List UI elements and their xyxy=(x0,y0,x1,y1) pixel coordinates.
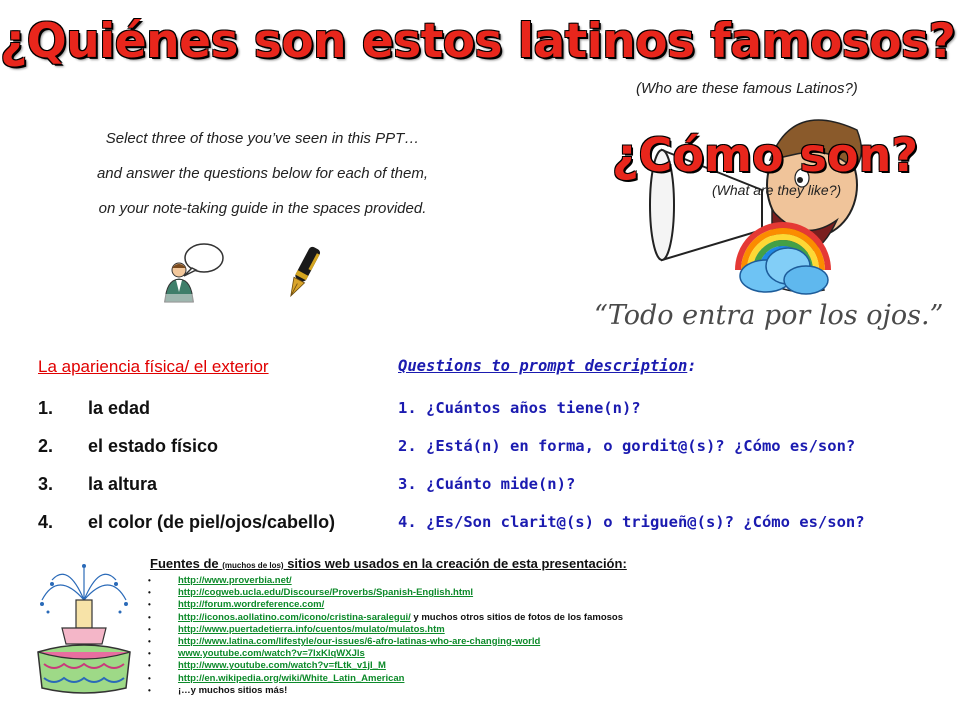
rainbow-cloud-illustration xyxy=(726,200,838,300)
question-item: 1. ¿Cuántos años tiene(n)? xyxy=(398,399,641,417)
source-item: • http://www.puertadetierra.info/cuentos/mulato/mulatos.htm xyxy=(148,623,445,635)
page-title: ¿Quiénes son estos latinos famosos? xyxy=(0,14,956,69)
question-item: 4. ¿Es/Son clarit@(s) o trigueñ@(s)? ¿Cómo es/son? xyxy=(398,513,865,531)
fountain-pen-icon xyxy=(282,243,324,303)
physical-appearance-heading: La apariencia física/ el exterior xyxy=(38,357,269,376)
source-link[interactable]: http://www.proverbia.net/ xyxy=(178,575,292,586)
questions-heading: Questions to prompt description: xyxy=(398,357,697,375)
instruction-line-2: and answer the questions below for each of them, xyxy=(96,165,429,182)
person-speech-icon xyxy=(162,240,224,304)
title-translation: (Who are these famous Latinos?) xyxy=(636,80,858,97)
source-item: • http://www.youtube.com/watch?v=fLtk_v1jI_M xyxy=(148,660,386,672)
source-link[interactable]: http://www.latina.com/lifestyle/our-issues/6-afro-latinas-who-are-changing-world xyxy=(178,635,541,647)
appearance-item: 2. el estado físico xyxy=(38,436,219,456)
source-link[interactable]: http://iconos.aollatino.com/icono/cristina-saralegui/ xyxy=(178,611,411,623)
source-link[interactable]: http://cogweb.ucla.edu/Discourse/Proverbs/Spanish-English.html xyxy=(178,587,474,599)
source-link[interactable]: http://en.wikipedia.org/wiki/White_Latin_American xyxy=(178,672,405,684)
proverb-quote: “Todo entra por los ojos.” xyxy=(594,300,944,331)
source-link[interactable]: http://www.youtube.com/watch?v=fLtk_v1jI_M xyxy=(178,660,386,672)
source-item: • http://www.proverbia.net/ xyxy=(148,575,292,586)
appearance-item: 1. la edad xyxy=(38,398,151,418)
source-item: • http://www.latina.com/lifestyle/our-issues/6-afro-latinas-who-are-changing-world xyxy=(148,635,541,647)
sources-heading: Fuentes de (muchos de los) sitios web usados en la creación de esta presentación: xyxy=(150,556,627,571)
source-item: • http://en.wikipedia.org/wiki/White_Latin_American xyxy=(148,672,405,684)
instruction-line-1: Select three of those you’ve seen in this PPT… xyxy=(105,130,420,147)
appearance-item: 3. la altura xyxy=(38,474,158,494)
question-item: 3. ¿Cuánto mide(n)? xyxy=(398,475,576,493)
appearance-item: 4. el color (de piel/ojos/cabello) xyxy=(38,512,336,532)
como-son-translation: (What are they like?) xyxy=(712,182,842,198)
fountain-cake-illustration xyxy=(28,560,140,700)
como-son-heading: ¿Cómo son? xyxy=(612,128,919,182)
source-link[interactable]: http://www.puertadetierra.info/cuentos/mulato/mulatos.htm xyxy=(178,623,445,635)
source-item: • http://cogweb.ucla.edu/Discourse/Proverbs/Spanish-English.html xyxy=(148,587,474,599)
source-item: • http://forum.wordreference.com/ xyxy=(148,599,325,611)
source-link[interactable]: http://forum.wordreference.com/ xyxy=(178,599,325,611)
source-item-last: • ¡…y muchos sitios más! xyxy=(148,684,288,696)
source-link[interactable]: www.youtube.com/watch?v=7lxKlqWXJls xyxy=(178,648,365,660)
source-item: • http://iconos.aollatino.com/icono/cristina-saralegui/ y muchos otros sitios de fotos de los famosos xyxy=(148,611,624,623)
instruction-line-3: on your note-taking guide in the spaces provided. xyxy=(98,200,427,217)
source-item: • www.youtube.com/watch?v=7lxKlqWXJls xyxy=(148,648,365,660)
sources-list xyxy=(148,575,623,697)
question-item: 2. ¿Está(n) en forma, o gordit@(s)? ¿Cómo es/son? xyxy=(398,437,856,455)
